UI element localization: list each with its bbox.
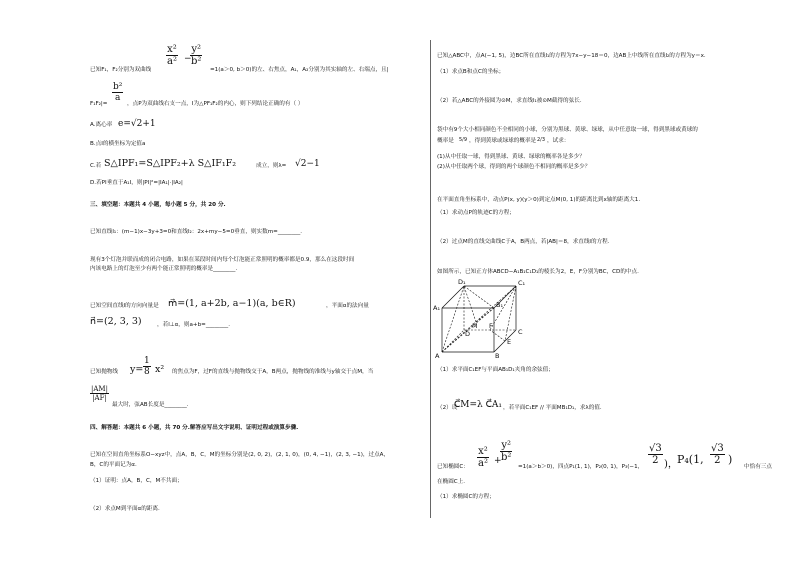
label-c: C [518, 328, 523, 336]
label-b: B [495, 352, 500, 360]
plus-sign: + [494, 456, 502, 466]
question-cube-line1: 如图所示，已知正方体ABCD−A₁B₁C₁D₁的棱长为2，E，F分别为BC，CD的中点. [437, 269, 639, 275]
question-triangle-part2: （2）若△ABC的外接圆为⊙M，求直线l₁被⊙M截得的弦长. [437, 98, 582, 104]
question-locus-part1: （1）求动点P的轨迹C的方程； [437, 210, 515, 216]
column-divider [430, 40, 431, 518]
question-vector-n: n⃗=(2, 3, 3) [90, 316, 142, 327]
section-4-heading: 四、解答题：本题共 6 小题，共 70 分.解答应写出文字说明、证明过程或演算步骤. [90, 425, 299, 431]
question-ellipse-prefix: 已知椭圆C： [437, 464, 469, 470]
question-ellipse-condition: =1(a＞b＞0)，四点P₁(1, 1)，P₂(0, 1)，P₃(−1， [518, 464, 644, 470]
question-parabola-x2: x² [155, 364, 165, 375]
option-d: D.若PI垂直于A₁I，则|PI|²=|IA₁|·|IA₂| [90, 180, 183, 186]
hyperbola-prefix: 已知F₁，F₂分别为双曲线 [90, 67, 152, 73]
question-triangle-line1: 已知△ABC中，点A(−1, 5)，边BC所在直线l₁的方程为7x−y−18＝0，边AB上中线所在直线l₂的方程为y＝x. [437, 53, 706, 59]
question-space-line1: 已知在空间直角坐标系O−xyz中，点A，B，C，M的坐标分别是(2, 0, 2)，(2, 1, 0)，(0, 4, −1)，(2, 3, −1)，过点A， [90, 452, 390, 458]
question-ball-frac1: 5/9 [459, 137, 468, 143]
label-a: A [435, 352, 440, 360]
question-cube-part2-math: C⃗M=λ C⃗A₁ [454, 400, 502, 410]
diag-e-f [490, 330, 505, 341]
cube-figure [432, 276, 532, 360]
label-f: F [489, 322, 493, 330]
question-circuit-line2: 内该电路上的灯泡至少有两个能正常照明的概率是________. [90, 266, 238, 272]
question-ball-frac2: 2/3 [537, 137, 546, 143]
question-ball-part2: (2)从中任取两个球，得到的两个球颜色不相同的概率是多少？ [437, 164, 591, 170]
question-ball-part1: (1)从中任取一球，得到黑球、黄球、绿球的概率各是多少？ [437, 154, 585, 160]
question-space-line2: B，C的平面记为α. [90, 462, 137, 468]
question-lines: 已知直线l₁：(m−1)x−3y+3=0和直线l₂：2x+my−5=0垂直，则实数m=________. [90, 229, 303, 235]
question-ball-suffix: ，得到黄球或绿球的概率是 [469, 138, 537, 144]
label-d: D [465, 330, 471, 338]
section-3-heading: 三、填空题：本题共 4 小题，每小题 5 分，共 20 分. [90, 202, 226, 208]
label-d1: D₁ [458, 278, 466, 286]
minus-sign: − [184, 54, 192, 64]
question-locus-part2: （2）过点M的直线交曲线C于A，B两点，若|AB|＝8，求直线l的方程. [437, 239, 610, 245]
question-ball-prefix: 概率是 [437, 138, 454, 144]
question-ellipse-part1: （1）求椭圆C的方程； [437, 494, 495, 500]
question-space-part1: （1）证明：点A，B，C，M不共面； [90, 478, 183, 484]
question-circuit-line1: 现有3个灯泡并联而成的闭合电路，如果在某段时间内每个灯泡能正常照明的概率都是0.9，那么在这段时间 [90, 257, 355, 263]
question-ellipse-p3-end: )， [664, 459, 678, 470]
label-e: E [507, 338, 512, 346]
question-ball-end: ，试求： [547, 138, 570, 144]
question-vector-m: m⃗=(1, a+2b, a−1)(a, b∈R) [168, 298, 296, 309]
option-a-prefix: A.离心率 [90, 122, 113, 128]
question-parabola-y: y= [130, 364, 144, 375]
question-vector-suffix: ，平面α的法向量 [326, 303, 369, 309]
question-ellipse-tail: 中恰有三点 [744, 464, 772, 470]
question-ball-line1: 袋中有9个大小相同颜色不全相同的小球，分别为黑球、黄球、绿球，从中任意取一球，得到黑球或黄球的 [437, 127, 698, 133]
question-parabola-suffix: 的焦点为F，过F的直线与抛物线交于A，B两点，抛物线的准线与y轴交于点M，当 [172, 369, 374, 375]
option-c-prefix: C.若 [90, 163, 102, 169]
label-b1: B₁ [496, 301, 504, 309]
fraction-p3: $\frac{√3}{2}$ [649, 443, 662, 466]
fraction-p4: $\frac{√3}{2}$ [711, 443, 724, 466]
question-vector-suffix2: ，若l⊥α，则a+b=________. [157, 322, 230, 328]
question-parabola-prefix: 已知抛物线 [90, 369, 118, 375]
question-cube-part2-suffix: ，若平面C₁EF // 平面MB₁D₁，求λ的值. [503, 405, 602, 411]
hyperbola-line2-prefix: F₁F₂|= [90, 101, 108, 107]
label-a1: A₁ [433, 304, 441, 312]
diag-c1-e [505, 286, 516, 341]
diag-b1-d1 [464, 286, 494, 308]
label-m: M [472, 322, 478, 330]
question-ellipse-line2: 在椭圆C上. [437, 479, 466, 485]
fraction-am-af: $\frac{|AM|}{|AF|}$ [91, 385, 108, 402]
label-c1: C₁ [518, 279, 526, 287]
question-ellipse-p4-end: ) [728, 453, 733, 466]
hyperbola-condition: =1(a＞0, b＞0)的左、右焦点，A₁，A₂分别为其实轴的左、右端点，且| [210, 67, 389, 73]
fraction-one-eighth: $\frac{1}{8}$ [144, 356, 150, 377]
fraction-b2-a: $\frac{\text{b²}}{a}$ [113, 82, 123, 103]
option-b: B.点I的横坐标为定值a [90, 141, 146, 147]
question-cube-part1: （1）求平面C₁EF与平面AB₁D₁夹角的余弦值； [437, 367, 554, 373]
question-triangle-part1: （1）求点B和点C的坐标； [437, 69, 505, 75]
diag-a-c1 [442, 286, 516, 352]
option-c-mid: 成立，则λ= [256, 163, 287, 169]
question-ellipse-p4: P₄(1, [677, 453, 704, 466]
diag-m-d1 [464, 286, 476, 322]
fraction-y2-b2: $\frac{\text{y²}}{\text{b²}}$ [191, 44, 202, 67]
option-c-math: S△IPF₁=S△IPF₂+λ S△IF₁F₂ [104, 158, 237, 169]
question-space-part2: （2）求点M到平面α的距离. [90, 506, 160, 512]
option-c-value: √2−1 [295, 159, 320, 169]
question-parabola-end: 最大时，弦AB长度是________. [112, 402, 189, 408]
option-a-math: e=√2+1 [118, 119, 156, 129]
fraction-x2-a2: $\frac{\text{x²}}{\text{a²}}$ [167, 44, 177, 67]
hyperbola-line2: ，点P为双曲线右支一点，I为△PF₁F₂的内心，则下列结论正确的有（ ） [127, 101, 304, 107]
fraction-y2-b2-ellipse: $\frac{\text{y²}}{\text{b²}}$ [501, 440, 512, 463]
question-cube-part2-prefix: （2）设 [437, 405, 458, 411]
fraction-x2-a2-ellipse: $\frac{\text{x²}}{\text{a²}}$ [478, 446, 488, 469]
question-vector-prefix: 已知空间直线l的方向向量是 [90, 303, 159, 309]
question-locus-line1: 在平面直角坐标系中，动点P(x, y)(y＞0)到定点M(0, 1)的距离比到x轴的距离大1. [437, 197, 641, 203]
edge-a1-d1 [442, 286, 464, 308]
